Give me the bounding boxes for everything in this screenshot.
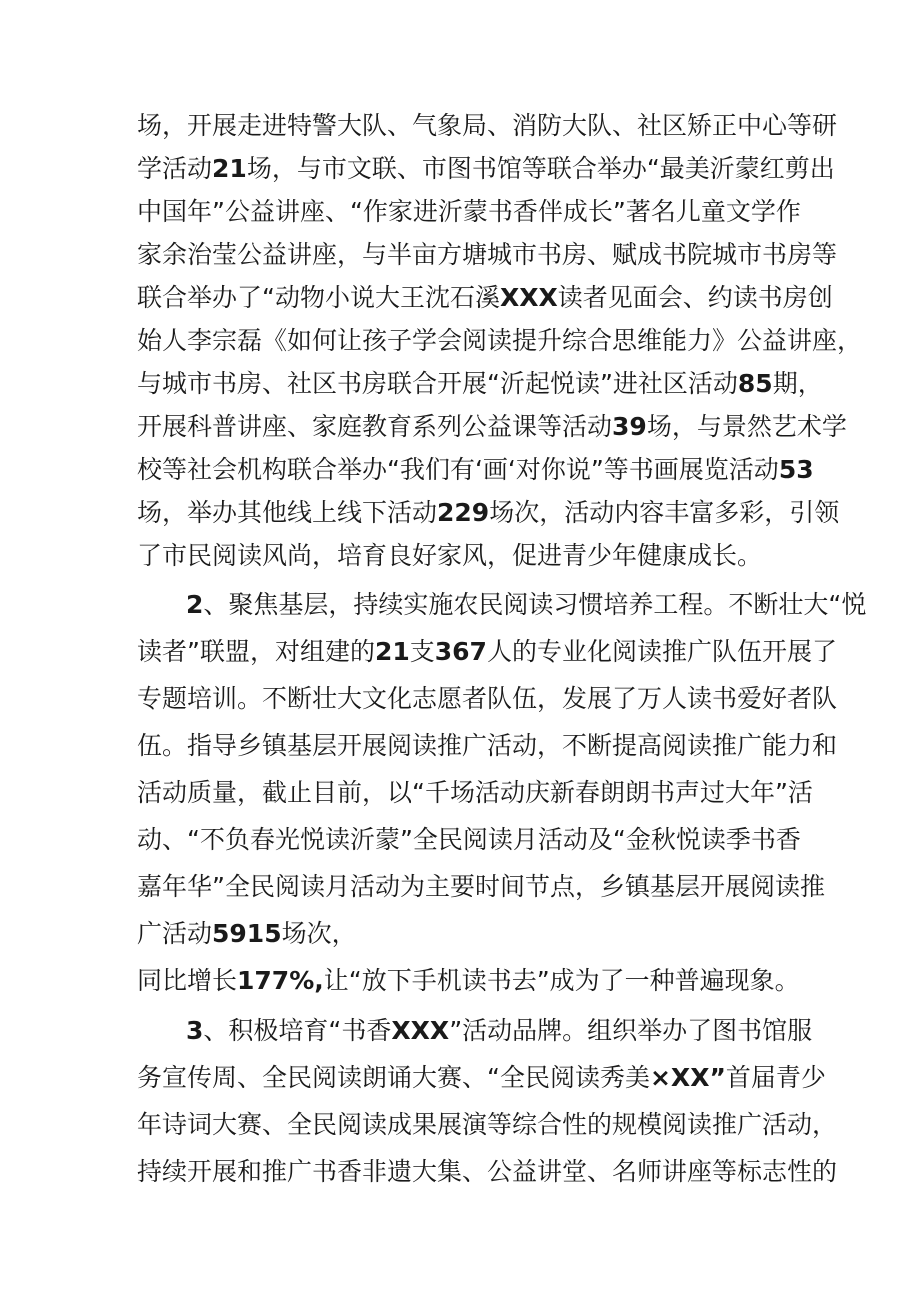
paragraph-line-2: 学活动21场，与市文联、市图书馆等联合举办“最美沂蒙红剪出 [137, 154, 835, 183]
paragraph-line-13: 读者”联盟，对组建的21支367人的专业化阅读推广队伍开展了 [137, 637, 837, 666]
paragraph-line-11: 了市民阅读风尚，培育良好家风，促进青少年健康成长。 [137, 541, 763, 570]
paragraph-line-5: 联合举办了“动物小说大王沈石溪XXX读者见面会、约读书房创 [137, 283, 833, 312]
section-2-heading-line: 2、聚焦基层，持续实施农民阅读习惯培养工程。不断壮大“悦 [186, 590, 867, 619]
paragraph-line-14: 专题培训。不断壮大文化志愿者队伍，发展了万人读书爱好者队 [137, 684, 838, 713]
paragraph-line-18: 嘉年华”全民阅读月活动为主要时间节点，乡镇基层开展阅读推 [137, 872, 825, 901]
section-3-heading-line: 3、积极培育“书香XXX”活动品牌。组织举办了图书馆服 [186, 1016, 813, 1045]
paragraph-line-16: 活动质量，截止目前，以“千场活动庆新春朗朗书声过大年”活 [137, 778, 813, 807]
paragraph-line-1: 场，开展走进特警大队、气象局、消防大队、社区矫正中心等研 [137, 111, 838, 140]
paragraph-line-10: 场，举办其他线上线下活动229场次，活动内容丰富多彩，引领 [137, 498, 840, 527]
paragraph-line-24: 持续开展和推广书香非遗大集、公益讲堂、名师讲座等标志性的 [137, 1157, 838, 1186]
paragraph-line-22: 务宣传周、全民阅读朗诵大赛、“全民阅读秀美×XX”首届青少 [137, 1063, 826, 1092]
paragraph-line-17: 动、“不负春光悦读沂蒙”全民阅读月活动及“金秋悦读季书香 [137, 825, 801, 854]
paragraph-line-3: 中国年”公益讲座、“作家进沂蒙书香伴成长”著名儿童文学作 [137, 197, 801, 226]
paragraph-line-15: 伍。指导乡镇基层开展阅读推广活动，不断提高阅读推广能力和 [137, 731, 838, 760]
paragraph-line-8: 开展科普讲座、家庭教育系列公益课等活动39场，与景然艺术学 [137, 412, 847, 441]
paragraph-line-9: 校等社会机构联合举办“我们有‘画‘对你说”等书画展览活动53 [137, 455, 814, 484]
paragraph-line-20: 同比增长177%,让“放下手机读书去”成为了一种普遍现象。 [137, 966, 800, 995]
paragraph-line-19: 广活动5915场次， [137, 919, 357, 948]
paragraph-line-7: 与城市书房、社区书房联合开展“沂起悦读”进社区活动85期， [137, 369, 823, 398]
paragraph-line-6: 始人李宗磊《如何让孩子学会阅读提升综合思维能力》公益讲座， [137, 326, 863, 355]
paragraph-line-23: 年诗词大赛、全民阅读成果展演等综合性的规模阅读推广活动， [137, 1110, 838, 1139]
paragraph-line-4: 家余治莹公益讲座，与半亩方塘城市书房、赋成书院城市书房等 [137, 240, 838, 269]
